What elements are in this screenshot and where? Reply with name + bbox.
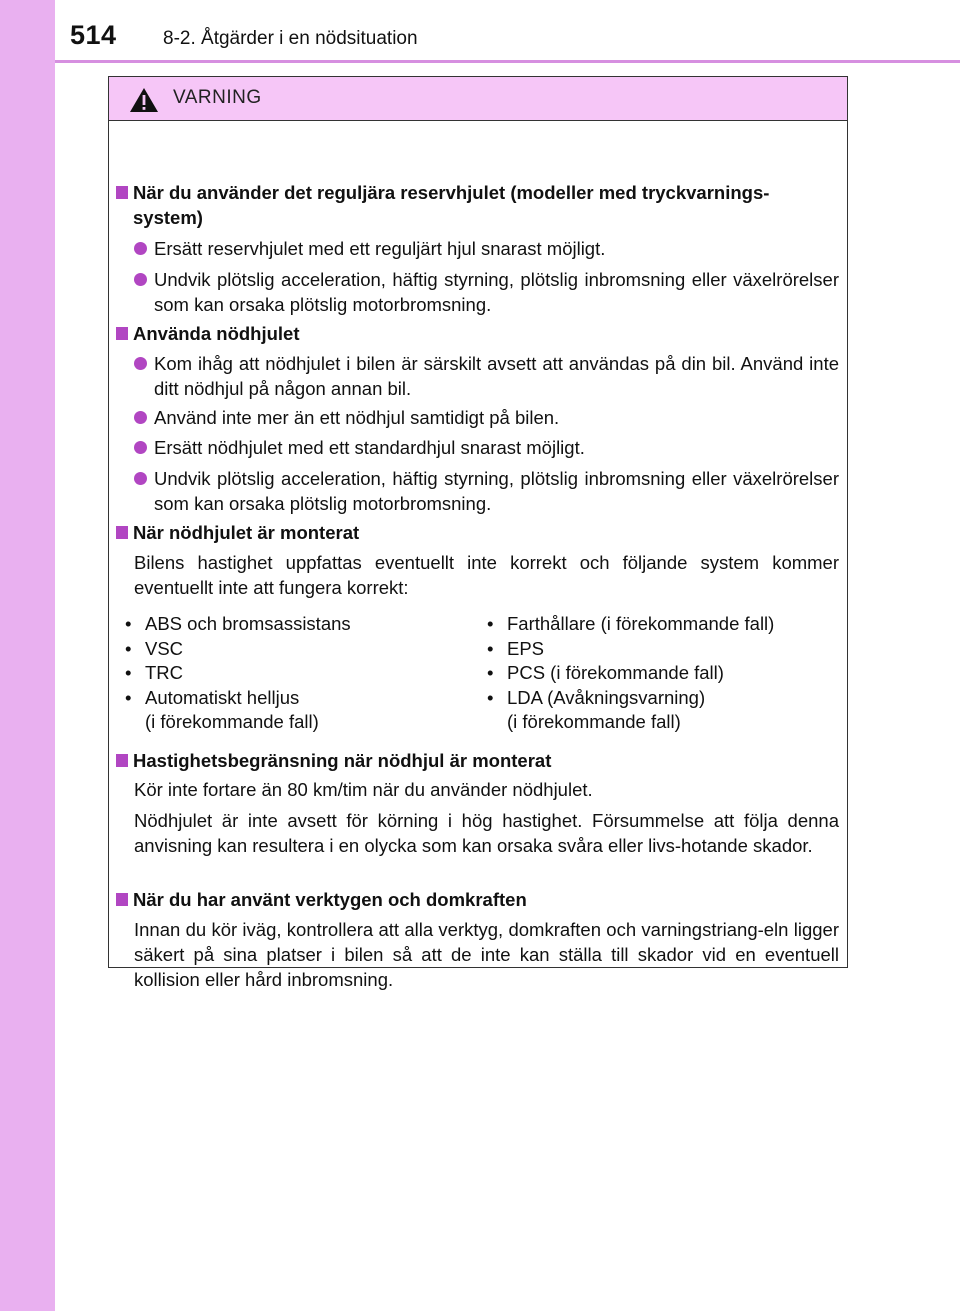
system-item	[487, 637, 774, 662]
header-rule	[55, 60, 960, 63]
section-marker	[116, 186, 128, 199]
section-marker	[116, 327, 128, 340]
side-band	[0, 0, 55, 1311]
list-bullet: •	[125, 637, 132, 659]
bullet-dot	[134, 242, 147, 255]
bullet-item	[109, 351, 839, 401]
system-item	[125, 686, 351, 711]
system-item	[125, 612, 351, 637]
bullet-dot	[134, 472, 147, 485]
bullet-item	[109, 435, 839, 460]
list-bullet: •	[125, 613, 132, 634]
warning-triangle-icon	[129, 87, 159, 113]
bullet-text: Ersätt reservhjulet med ett reguljärt hjul snarast möjligt.	[154, 238, 606, 259]
system-label: (i förekommande fall)	[145, 711, 319, 732]
bullet-text: Kom ihåg att nödhjulet i bilen är särskilt avsett att användas på din bil. Använd inte ditt nödhjul på någon annan bil.	[154, 353, 839, 399]
list-bullet: •	[487, 662, 494, 683]
section-spare-wheel	[109, 321, 839, 346]
warning-label: VARNING	[173, 87, 262, 108]
bullet-dot	[134, 273, 147, 286]
system-label: LDA (Avåkningsvarning)	[507, 686, 706, 708]
paragraph-text: Kör inte fortare än 80 km/tim när du använder nödhjulet.	[134, 779, 593, 800]
bullet-text: Undvik plötslig acceleration, häftig styrning, plötslig inbromsning eller växelrörelser som kan orsaka plötslig motorbromsning.	[154, 269, 839, 315]
bullet-item	[109, 466, 839, 516]
section-marker	[116, 893, 128, 906]
system-item	[487, 612, 774, 637]
section-speed-limit	[109, 748, 839, 773]
bullet-dot	[134, 357, 147, 370]
warning-header	[109, 77, 847, 121]
section-marker	[116, 526, 128, 539]
section-paragraph	[109, 917, 839, 992]
bullet-dot	[134, 411, 147, 424]
system-label: TRC	[145, 662, 184, 683]
system-label: EPS	[507, 637, 545, 659]
list-bullet: •	[125, 662, 132, 683]
page-number: 514	[70, 20, 117, 50]
paragraph-text: Bilens hastighet uppfattas eventuellt inte korrekt och följande system kommer eventuellt inte att fungera korrekt:	[134, 552, 839, 598]
system-item-continued	[125, 710, 351, 735]
bullet-text: Använd inte mer än ett nödhjul samtidigt på bilen.	[154, 407, 560, 428]
bullet-item	[109, 405, 839, 430]
header-band	[0, 0, 960, 60]
list-bullet: •	[487, 613, 494, 634]
systems-right-column	[487, 612, 774, 735]
system-item	[487, 686, 774, 711]
section-title-reserve-wheel: När du använder det reguljära reservhjulet (modeller med tryckvarnings-system)	[133, 182, 770, 228]
section-reserve-wheel	[109, 180, 839, 230]
section-title-spare-mounted: När nödhjulet är monterat	[133, 522, 360, 543]
bullet-text: Undvik plötslig acceleration, häftig styrning, plötslig inbromsning eller växelrörelser som kan orsaka plötslig motorbromsning.	[154, 468, 839, 514]
section-title-spare-wheel: Använda nödhjulet	[133, 323, 300, 344]
system-label: Automatiskt helljus	[145, 686, 300, 708]
system-label: PCS (i förekommande fall)	[507, 662, 724, 683]
list-bullet: •	[125, 686, 132, 708]
section-title-speed-limit: Hastighetsbegränsning när nödhjul är monterat	[133, 750, 552, 771]
section-spare-mounted	[109, 520, 839, 545]
systems-list	[125, 612, 835, 742]
section-tools-jack	[109, 887, 839, 912]
section-title: 8-2. Åtgärder i en nödsituation	[163, 28, 418, 49]
system-label: ABS och bromsassistans	[145, 613, 351, 634]
paragraph-text: Innan du kör iväg, kontrollera att alla verktyg, domkraften och varningstriang-eln ligger säkert på sina platser i bilen så att de inte kan ställa till skador vid en eventuell kollision eller hård inbromsning.	[134, 919, 839, 990]
system-item	[487, 661, 774, 686]
system-item	[125, 661, 351, 686]
warning-box	[108, 76, 848, 990]
section-title-tools-jack: När du har använt verktygen och domkraften	[133, 889, 527, 910]
section-paragraph	[109, 808, 839, 858]
list-bullet: •	[487, 686, 494, 708]
systems-left-column	[125, 612, 351, 735]
list-bullet: •	[487, 637, 494, 659]
bullet-text: Ersätt nödhjulet med ett standardhjul snarast möjligt.	[154, 437, 585, 458]
bullet-item	[109, 267, 839, 317]
section-paragraph	[109, 777, 839, 802]
system-item	[125, 637, 351, 662]
section-paragraph	[109, 550, 839, 600]
bullet-dot	[134, 441, 147, 454]
paragraph-text: Nödhjulet är inte avsett för körning i hög hastighet. Försummelse att följa denna anvisning kan resultera i en olycka som kan orsaka svåra eller livs-hotande skador.	[134, 810, 839, 856]
section-marker	[116, 754, 128, 767]
system-label: Farthållare (i förekommande fall)	[507, 613, 775, 634]
system-label: (i förekommande fall)	[507, 711, 681, 732]
system-item-continued	[487, 710, 774, 735]
system-label: VSC	[145, 637, 184, 659]
bullet-item	[109, 236, 839, 261]
header-band-left	[0, 0, 55, 60]
